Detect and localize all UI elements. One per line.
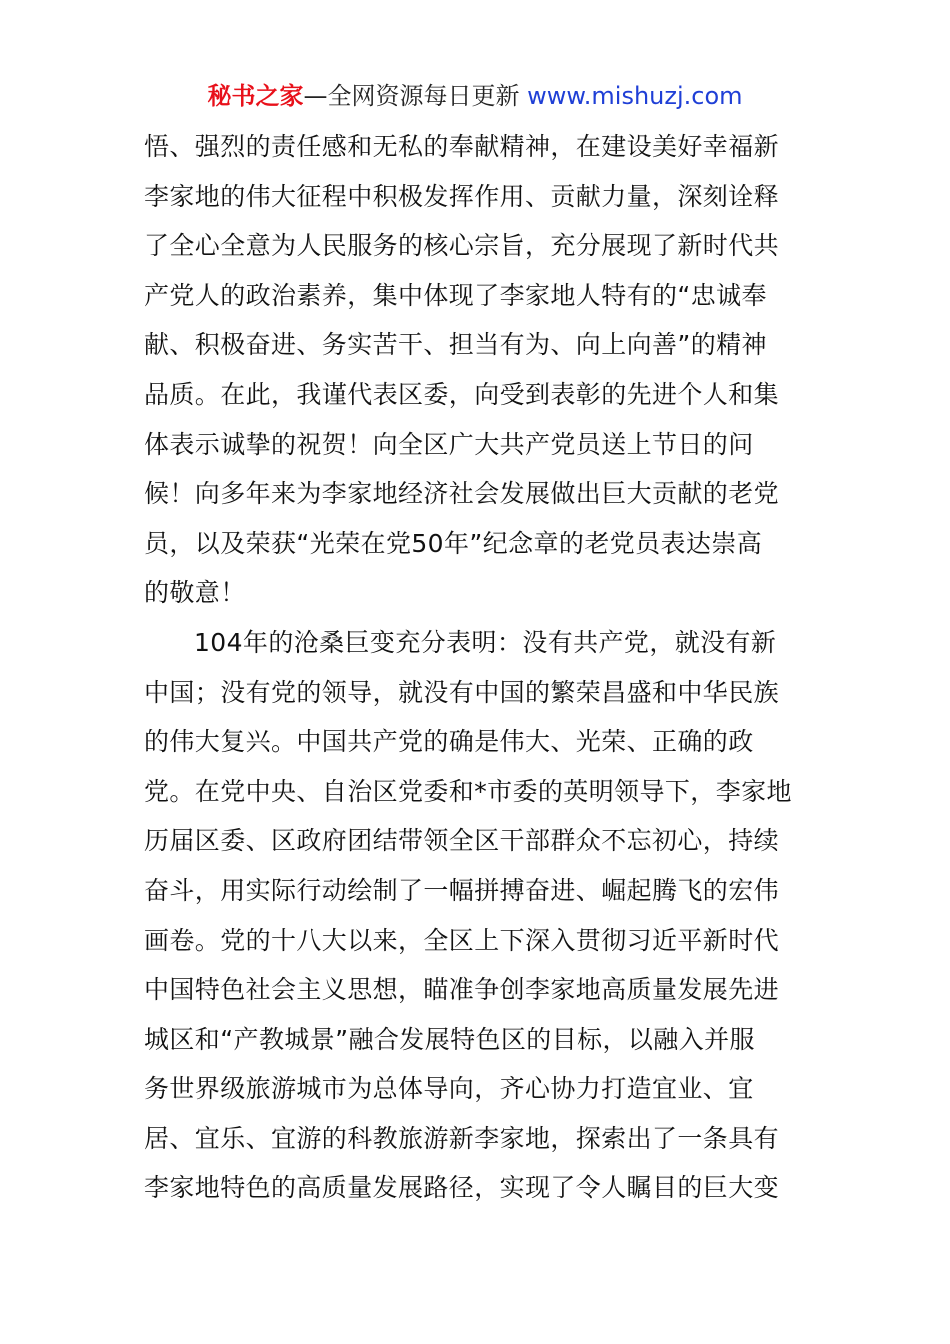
text-line: 品质。在此，我谨代表区委，向受到表彰的先进个人和集 — [144, 379, 780, 409]
text-line: 中国；没有党的领导，就没有中国的繁荣昌盛和中华民族 — [144, 677, 780, 707]
text-line: 悟、强烈的责任感和无私的奉献精神，在建设美好幸福新 — [144, 132, 780, 161]
text-line: 画卷。党的十八大以来，全区上下深入贯彻习近平新时代 — [144, 925, 780, 955]
header-brand: 秘书之家 — [207, 82, 304, 110]
paragraph-first-line: 104年的沧桑巨变充分表明：没有共产党，就没有新 — [194, 627, 777, 657]
text-line: 城区和“产教城景”融合发展特色区的目标，以融入并服 — [144, 1024, 755, 1054]
text-line: 李家地的伟大征程中积极发挥作用、贡献力量，深刻诠释 — [144, 181, 780, 211]
header-site-url[interactable]: www.mishuzj.com — [527, 82, 743, 110]
text-line: 产党人的政治素养，集中体现了李家地人特有的“忠诚奉 — [144, 280, 767, 310]
text-line: 历届区委、区政府团结带领全区干部群众不忘初心，持续 — [144, 826, 780, 856]
text-line: 奋斗，用实际行动绘制了一幅拼搏奋进、崛起腾飞的宏伟 — [144, 875, 780, 905]
text-line: 了全心全意为人民服务的核心宗旨，充分展现了新时代共 — [144, 231, 780, 261]
text-line: 务世界级旅游城市为总体导向，齐心协力打造宜业、宜 — [144, 1074, 754, 1104]
text-line: 的伟大复兴。中国共产党的确是伟大、光荣、正确的政 — [144, 727, 754, 757]
page-header — [0, 80, 950, 112]
text-line: 李家地特色的高质量发展路径，实现了令人瞩目的巨大变 — [144, 1173, 780, 1203]
text-line: 体表示诚挚的祝贺！向全区广大共产党员送上节日的问 — [144, 429, 754, 459]
text-line: 党。在党中央、自治区党委和*市委的英明领导下，李家地 — [144, 776, 792, 806]
text-line: 献、积极奋进、务实苦干、担当有为、向上向善”的精神 — [144, 330, 767, 360]
text-line: 的敬意！ — [144, 578, 246, 608]
text-line: 中国特色社会主义思想，瞄准争创李家地高质量发展先进 — [144, 975, 780, 1005]
header-tagline: —全网资源每日更新 — [303, 82, 520, 110]
document-body — [144, 122, 814, 1213]
text-line: 居、宜乐、宜游的科教旅游新李家地，探索出了一条具有 — [144, 1123, 780, 1153]
text-line: 候！向多年来为李家地经济社会发展做出巨大贡献的老党 — [144, 479, 780, 509]
text-line: 员，以及荣获“光荣在党50年”纪念章的老党员表达崇高 — [144, 528, 763, 558]
